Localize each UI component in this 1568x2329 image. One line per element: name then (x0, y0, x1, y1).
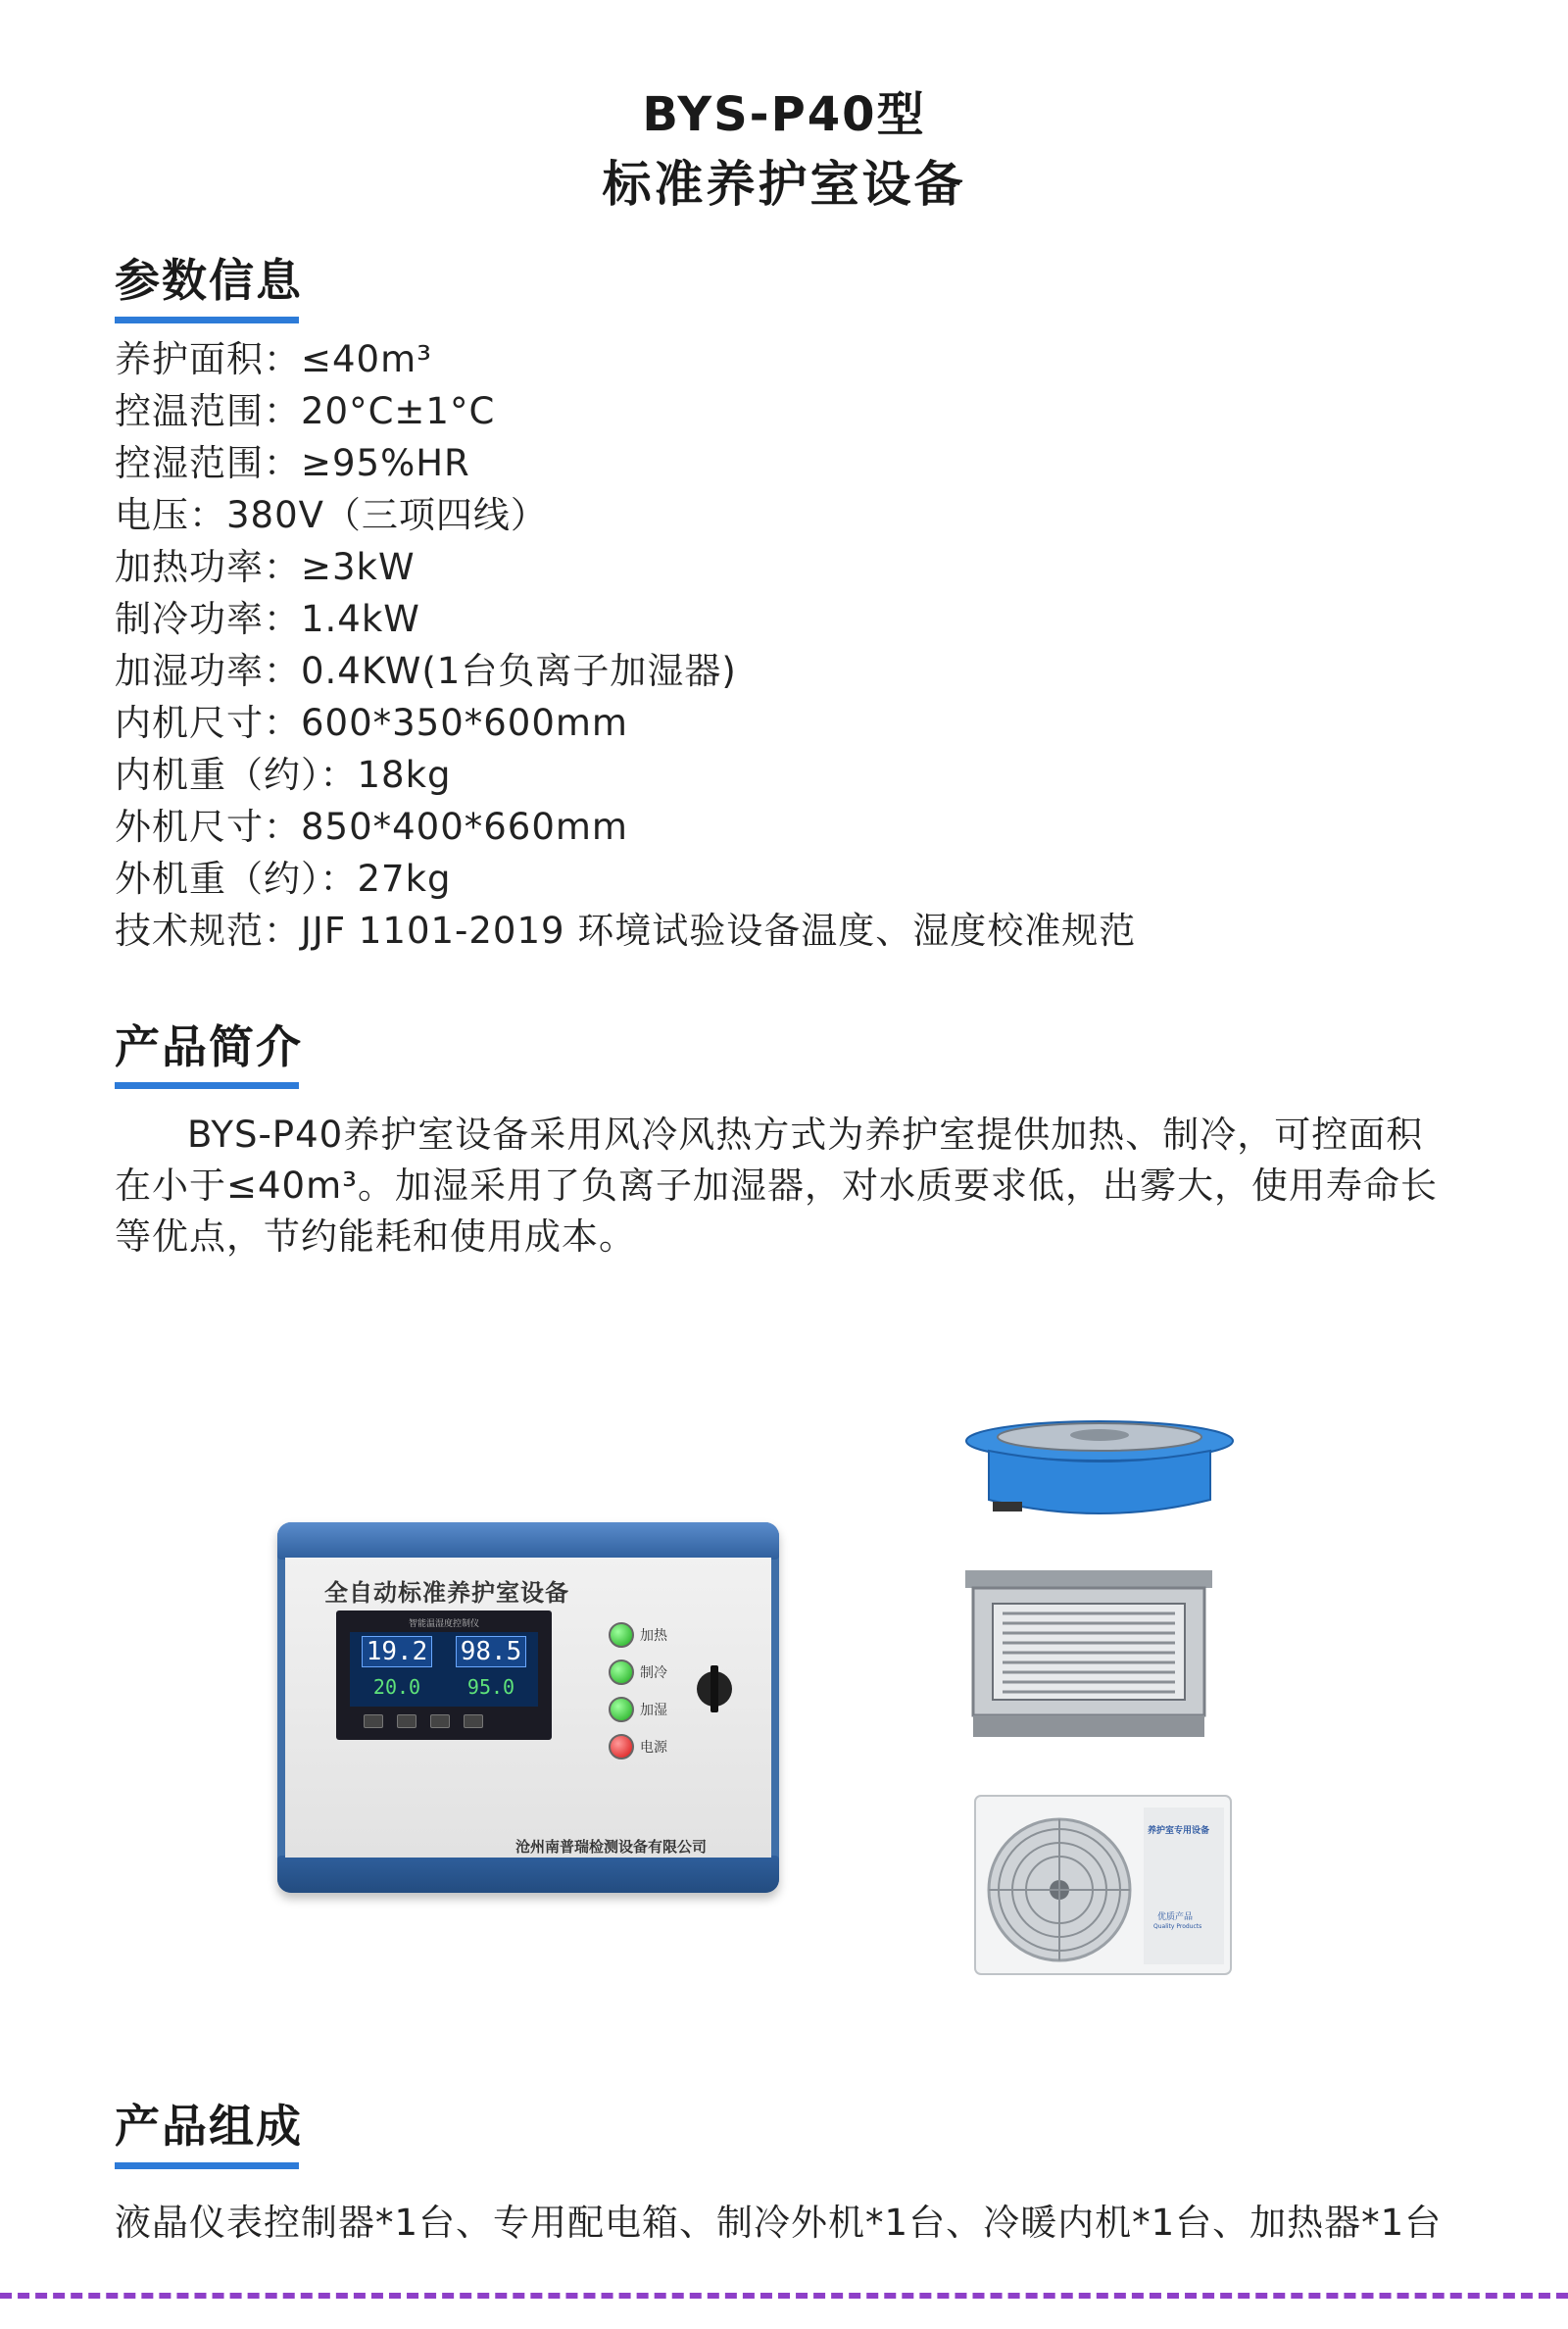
param-item: 控湿范围：≥95%HR (115, 442, 470, 484)
bottom-dashed-divider (0, 2293, 1568, 2299)
param-item: 加湿功率：0.4KW(1台负离子加湿器) (115, 650, 737, 692)
lcd-key (397, 1714, 416, 1728)
product-model-title: BYS-P40型 (642, 87, 926, 142)
param-item: 电压：380V（三项四线） (115, 494, 548, 536)
fan-unit-image (963, 1412, 1236, 1524)
composition-heading: 产品组成 (115, 2100, 303, 2153)
lcd-pv-row (350, 1636, 538, 1667)
params-list (115, 333, 1136, 957)
params-heading-underline (115, 317, 299, 323)
product-name-title: 标准养护室设备 (602, 156, 966, 213)
controller-bottom-rim (277, 1856, 779, 1893)
params-heading: 参数信息 (115, 254, 303, 307)
led-cooling (609, 1654, 667, 1691)
param-item: 外机尺寸：850*400*660mm (115, 806, 628, 848)
indicator-leds (609, 1616, 667, 1765)
lcd-header: 智能温湿度控制仪 (408, 1619, 479, 1629)
rotary-switch-icon (697, 1671, 732, 1707)
manufacturer-label: 沧州南普瑞检测设备有限公司 (515, 1838, 708, 1856)
param-item: 控温范围：20°C±1°C (115, 390, 496, 432)
lcd-keys (364, 1714, 483, 1728)
green-led-icon (609, 1660, 634, 1685)
param-item: 外机重（约）：27kg (115, 858, 452, 900)
param-item: 技术规范：JJF 1101-2019 环境试验设备温度、湿度校准规范 (115, 910, 1137, 952)
led-label: 制冷 (640, 1665, 667, 1681)
temp-sv-readout: 20.0 (372, 1675, 421, 1699)
led-humidify (609, 1691, 667, 1728)
param-item: 制冷功率：1.4kW (115, 598, 420, 640)
green-led-icon (609, 1697, 634, 1722)
lcd-sv-row (350, 1675, 538, 1699)
param-item: 内机尺寸：600*350*600mm (115, 702, 628, 744)
param-item: 加热功率：≥3kW (115, 546, 416, 588)
green-led-icon (609, 1622, 634, 1648)
ac-unit-sublabel-en: Quality Products (1153, 1923, 1202, 1930)
ac-unit-sublabel: 优质产品 (1157, 1912, 1194, 1922)
heater-unit-image (963, 1568, 1214, 1740)
ac-unit-label: 养护室专用设备 (1148, 1826, 1210, 1836)
led-heating (609, 1616, 667, 1654)
outdoor-ac-unit-image (973, 1794, 1233, 1980)
temp-pv-readout: 19.2 (362, 1636, 433, 1667)
lcd-screen (350, 1632, 538, 1707)
led-label: 电源 (640, 1740, 667, 1756)
intro-heading-underline (115, 1082, 299, 1089)
lcd-key (364, 1714, 383, 1728)
humidity-sv-readout: 95.0 (466, 1675, 515, 1699)
controller-panel (285, 1558, 771, 1858)
ac-unit-drawing (973, 1794, 1233, 1980)
lcd-key (430, 1714, 450, 1728)
led-label: 加湿 (640, 1703, 667, 1718)
controller-box-image (277, 1522, 779, 1893)
led-power (609, 1728, 667, 1765)
lcd-display (336, 1610, 552, 1740)
param-item: 内机重（约）：18kg (115, 754, 452, 796)
param-item: 养护面积：≤40m³ (115, 338, 432, 380)
composition-text: 液晶仪表控制器*1台、专用配电箱、制冷外机*1台、冷暖内机*1台、加热器*1台 (115, 2202, 1443, 2244)
humidity-pv-readout: 98.5 (456, 1636, 527, 1667)
lcd-key (464, 1714, 483, 1728)
red-led-icon (609, 1734, 634, 1759)
controller-panel-title: 全自动标准养护室设备 (324, 1579, 569, 1607)
led-label: 加热 (640, 1628, 667, 1644)
composition-heading-underline (115, 2162, 299, 2169)
intro-text: BYS-P40养护室设备采用风冷风热方式为养护室提供加热、制冷，可控面积在小于≤40m³。加湿采用了负离子加湿器，对水质要求低，出雾大，使用寿命长等优点，节约能耗和使用成本。 (115, 1114, 1438, 1258)
intro-heading: 产品简介 (115, 1020, 303, 1073)
controller-top-rim (277, 1522, 779, 1560)
